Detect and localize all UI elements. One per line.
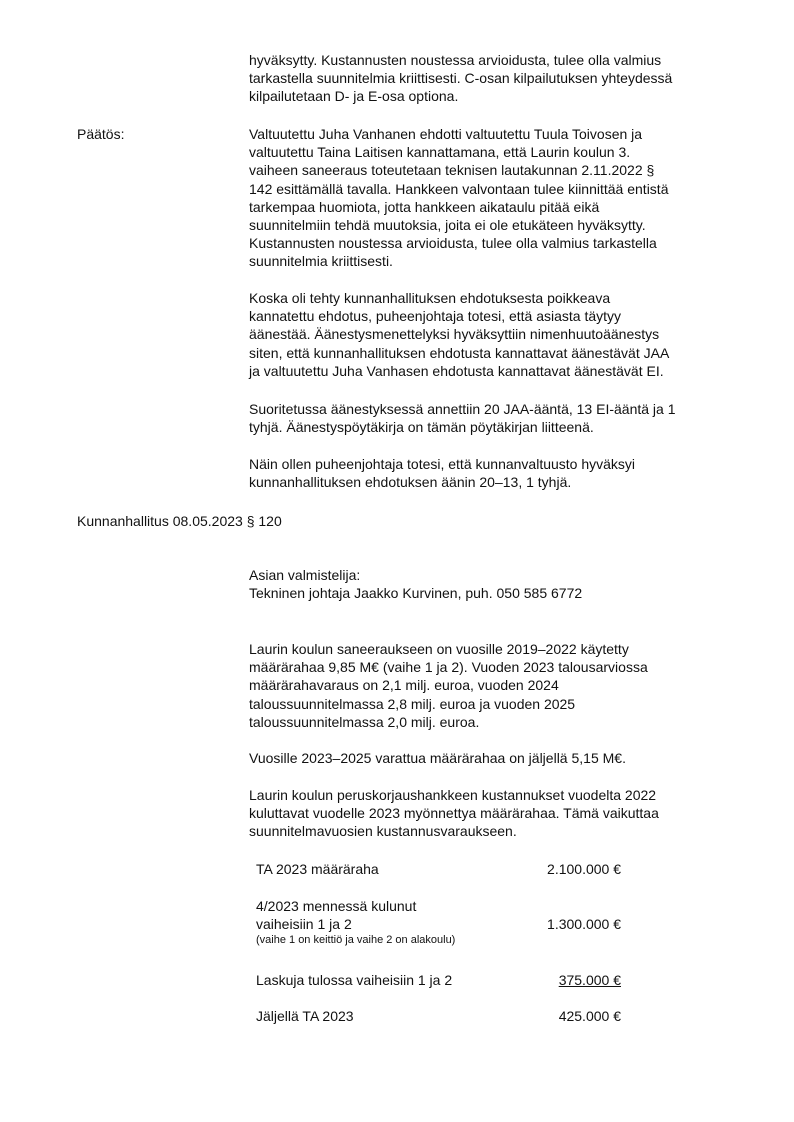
budget-amount: 1.300.000 € <box>547 916 621 933</box>
decision-paragraph-1 <box>249 125 749 271</box>
text-line: Näin ollen puheenjohtaja totesi, että kunnanvaltuusto hyväksyi <box>249 456 636 472</box>
budget-label: vaiheisiin 1 ja 2 <box>256 916 352 933</box>
text-line: taloussuunnitelmassa 2,0 milj. euroa. <box>249 713 480 730</box>
text-line: tarkempaa huomiota, jotta hankkeen aikataulu pitää eikä <box>249 198 600 215</box>
text-line: hyväksytty. Kustannusten noustessa arvioidusta, tulee olla valmius <box>249 52 662 68</box>
board-paragraph-1 <box>249 640 749 731</box>
budget-row-remaining <box>256 1007 621 1025</box>
text-line: määrärahavaraus on 2,1 milj. euroa, vuoden 2024 <box>249 677 559 694</box>
budget-note: (vaihe 1 on keittiö ja vaihe 2 on alakoulu) <box>256 934 456 947</box>
text-line: kunnanhallituksen ehdotuksen äänin 20–13, 1 tyhjä. <box>249 474 572 491</box>
text-line: siten, että kunnanhallituksen ehdotusta kannattavat äänestävät JAA <box>249 344 670 361</box>
preparer-block <box>249 566 749 602</box>
text-line: Laurin koulun saneeraukseen on vuosille 2019–2022 käytetty <box>249 641 629 657</box>
text-line: vaiheen saneeraus toteutetaan teknisen lautakunnan 2.11.2022 § <box>249 162 655 179</box>
intro-paragraph <box>249 51 749 106</box>
budget-label: TA 2023 määräraha <box>256 861 379 877</box>
board-paragraph-3 <box>249 786 749 841</box>
preparer-name: Tekninen johtaja Jaakko Kurvinen, puh. 050 585 6772 <box>249 585 583 602</box>
text-line: Vuosille 2023–2025 varattua määrärahaa on jäljellä 5,15 M€. <box>249 750 626 766</box>
text-line: taloussuunnitelmassa 2,8 milj. euroa ja vuoden 2025 <box>249 695 576 712</box>
board-paragraph-2 <box>249 749 749 767</box>
text-line: Suoritetussa äänestyksessä annettiin 20 JAA-ääntä, 13 EI-ääntä ja 1 <box>249 401 676 417</box>
text-line: suunnitelmiin tehdä muutoksia, joita ei ole etukäteen hyväksytty. <box>249 217 646 234</box>
text-line: äänestää. Äänestysmenettelyksi hyväksyttiin nimenhuutoäänestys <box>249 326 660 343</box>
budget-label: 4/2023 mennessä kulunut <box>256 898 417 914</box>
budget-amount: 425.000 € <box>558 1008 621 1024</box>
budget-amount: 375.000 € <box>558 972 621 988</box>
text-line: Koska oli tehty kunnanhallituksen ehdotuksesta poikkeava <box>249 290 611 306</box>
text-line: valtuutettu Taina Laitisen kannattamana, että Laurin koulun 3. <box>249 144 631 161</box>
text-line: suunnitelmia kriittisesti. <box>249 253 393 270</box>
text-line: suunnitelmavuosien kustannusvaraukseen. <box>249 823 517 840</box>
text-line: Laurin koulun peruskorjaushankkeen kustannukset vuodelta 2022 <box>249 787 657 803</box>
text-line: kilpailutetaan D- ja E-osa optiona. <box>249 88 459 105</box>
text-line: ja valtuutettu Juha Vanhasen ehdotusta kannattavat äänestävät EI. <box>249 362 664 379</box>
text-line: Valtuutettu Juha Vanhanen ehdotti valtuutettu Tuula Toivosen ja <box>249 126 643 142</box>
text-line: kuluttavat vuodelle 2023 myönnettya määrärahaa. Tämä vaikuttaa <box>249 805 659 822</box>
board-section-label: Kunnanhallitus 08.05.2023 § 120 <box>77 513 282 529</box>
budget-label: Jäljellä TA 2023 <box>256 1008 354 1024</box>
budget-row-ta <box>256 860 621 878</box>
budget-amount: 2.100.000 € <box>547 861 621 877</box>
text-line: Kustannusten noustessa arvioidusta, tulee olla valmius tarkastella <box>249 235 657 252</box>
text-line: 142 esittämällä tavalla. Hankkeen valvontaan tulee kiinnittää entistä <box>249 180 669 197</box>
budget-row-invoices <box>256 971 621 989</box>
text-line: määrärahaa 9,85 M€ (vaihe 1 ja 2). Vuoden 2023 talousarviossa <box>249 659 648 676</box>
text-line: tarkastella suunnitelmia kriittisesti. C-osan kilpailutuksen yhteydessä <box>249 70 673 87</box>
text-line: tyhjä. Äänestyspöytäkirja on tämän pöytäkirjan liitteenä. <box>249 419 594 436</box>
decision-paragraph-2 <box>249 289 749 380</box>
decision-label: Päätös: <box>77 126 125 142</box>
decision-paragraph-4 <box>249 455 749 491</box>
decision-paragraph-3 <box>249 400 749 436</box>
text-line: kannatettu ehdotus, puheenjohtaja totesi, että asiasta täytyy <box>249 308 622 325</box>
budget-row-spent <box>256 897 621 947</box>
budget-label: Laskuja tulossa vaiheisiin 1 ja 2 <box>256 972 453 988</box>
preparer-title: Asian valmistelija: <box>249 567 361 583</box>
